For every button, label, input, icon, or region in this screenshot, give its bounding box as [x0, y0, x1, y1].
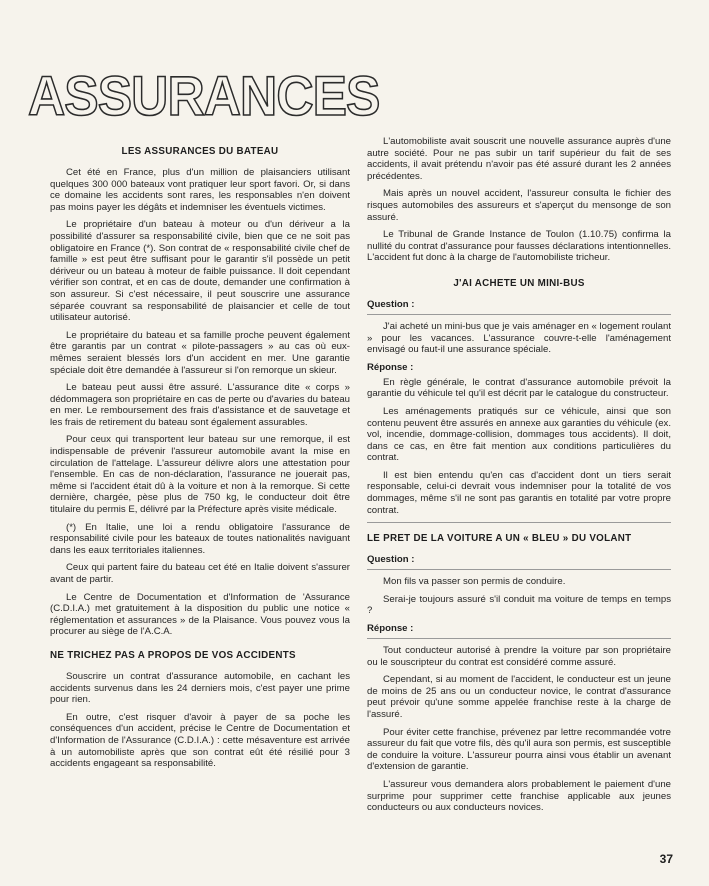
- paragraph: Cet été en France, plus d'un million de plaisanciers utilisant quelques 300 000 bateaux vont pratiquer leur sport favori. Or, si dans ce domaine les accidents sont rares, les responsables n'en doivent pas moins payer les dégâts et indemniser les éventuels victimes.: [50, 167, 350, 213]
- paragraph: Le bateau peut aussi être assuré. L'assurance dite « corps » dédommagera son propriétaire en cas de perte ou d'avaries du bateau en mer. Le remboursement des frais d'assistance et de sauvetage et les frais de retirement du bateau sont également assurables.: [50, 382, 350, 428]
- paragraph: En outre, c'est risquer d'avoir à payer de sa poche les conséquences d'un accident, précise le Centre de Documentation et d'Information de l'Assurance (C.D.I.A.) : cette mésaventure est arrivée à un automobiliste après que son contrat eût été résilié pour 3 accidents engageant sa responsabilité.: [50, 711, 350, 770]
- paragraph: Le Centre de Documentation et d'Information de 'Assurance (C.D.I.A.) met gratuitement à la disposition du public une notice « réglementation et assurances » de la Plaisance. Vous pouvez vous la procurer au siège de l'A.C.A.: [50, 591, 350, 638]
- page-number: 37: [659, 852, 673, 866]
- divider-line: [367, 638, 671, 639]
- paragraph: L'assureur vous demandera alors probablement le paiement d'une surprime pour supprimer cette franchise applicable aux jeunes conducteurs ou aux conducteurs novices.: [367, 778, 671, 814]
- paragraph: Serai-je toujours assuré s'il conduit ma voiture de temps en temps ?: [367, 593, 671, 617]
- paragraph: Le propriétaire du bateau et sa famille proche peuvent également être garantis par un contrat « pilote-passagers » au cas où eux-mêmes seraient blessés lors d'un accident en mer. Une garantie spéciale doit être demandée à l'assureur si l'on remorque un skieur.: [50, 329, 350, 376]
- section-title-novice-driver: LE PRET DE LA VOITURE A UN « BLEU » DU VOLANT: [367, 533, 632, 545]
- paragraph: Les aménagements pratiqués sur ce véhicule, ainsi que son contenu peuvent être assurés en annexe aux garanties du véhicule (ex. vol, incendie, dommage-collision, dommages tous accidents). Il doit, dans ce cas, en être fait mention aux conditions particulières du contrat.: [367, 405, 672, 464]
- divider-line: [367, 522, 671, 523]
- divider-line: [367, 569, 671, 570]
- answer-label: Réponse :: [367, 623, 414, 635]
- section-title-dont-cheat: NE TRICHEZ PAS A PROPOS DE VOS ACCIDENTS: [50, 649, 296, 661]
- paragraph: Le propriétaire d'un bateau à moteur ou d'un dériveur a la possibilité d'assurer sa responsabilité civile, bien que ce ne soit pas obligatoire en France (*). Son contrat de « responsabilité civile chef de famille » est peut être suffisant pour le garantir s'il possède un petit dériveur ou un bateau à moteur de faible puissance. Il doit cependant vérifier son contrat, et en cas de doute, demander une confirmation à son assureur. Si c'est nécessaire, il peut souscrire une assurance séparée couvrant sa responsabilité de plaisancier et celle de tout utilisateur autorisé.: [50, 219, 350, 324]
- paragraph: Mon fils va passer son permis de conduire.: [383, 576, 566, 588]
- left-column: [50, 138, 350, 776]
- divider-line: [367, 314, 671, 315]
- paragraph: Il est bien entendu qu'en cas d'accident dont un tiers serait responsable, celui-ci devrait vous indemniser pour la totalité de vos dommages, même s'il ne sont pas garantis en totalité par votre propre contrat.: [367, 469, 671, 516]
- paragraph: L'automobiliste avait souscrit une nouvelle assurance auprès d'une autre société. Pour ne pas subir un tarif supérieur du fait de ses accidents, il avait prétendu n'avoir pas été assuré durant les 2 années précédentes.: [367, 136, 671, 182]
- paragraph: Pour ceux qui transportent leur bateau sur une remorque, il est indispensable de prévenir l'assureur automobile avant la mise en circulation de l'attelage. L'assureur délivre alors une attestation pour l'ensemble. En cas de non-déclaration, l'assurance ne jouerait pas, même si l'accident était dû à la voiture et non à la remorque. Si cette dernière, chargée, pèse plus de 750 kg, le conducteur doit être titulaire du permis E, délivré par la Préfecture après visite médicale.: [50, 434, 350, 516]
- masthead-title: ASSURANCES: [28, 64, 380, 127]
- paragraph: Cependant, si au moment de l'accident, le conducteur est un jeune de moins de 25 ans ou un conducteur novice, le contrat d'assurance peut prévoir qu'une somme appelée franchise reste à la charge de l'assuré.: [367, 674, 671, 720]
- right-column: [367, 136, 671, 820]
- paragraph: Le Tribunal de Grande Instance de Toulon (1.10.75) confirma la nullité du contrat d'assurance pour fausses déclarations intentionnelles. L'accident fut donc à la charge de l'automobiliste tricheur.: [367, 229, 671, 264]
- section-title-minibus: J'AI ACHETE UN MINI-BUS: [453, 277, 585, 289]
- paragraph: Tout conducteur autorisé à prendre la voiture par son propriétaire ou le souscripteur du contrat est considéré comme assuré.: [367, 645, 671, 668]
- question-label: Question :: [367, 554, 415, 566]
- section-title-boat-insurance: LES ASSURANCES DU BATEAU: [121, 146, 279, 157]
- paragraph: Mais après un nouvel accident, l'assureur consulta le fichier des risques automobiles des assureurs et s'aperçut du mensonge de son assuré.: [367, 188, 671, 223]
- answer-label: Réponse :: [367, 361, 414, 373]
- paragraph: J'ai acheté un mini-bus que je vais aménager en « logement roulant » pour les vacances. L'assurance couvre-t-elle l'aménagement envisagé ou faut-il une assurance spéciale.: [367, 320, 671, 356]
- paragraph: Pour éviter cette franchise, prévenez par lettre recommandée votre assureur du fait que votre fils, dès qu'il aura son permis, est susceptible de conduire la voiture. L'assureur pourra ainsi vous établir un avenant d'extension de garantie.: [367, 726, 671, 773]
- paragraph: (*) En Italie, une loi a rendu obligatoire l'assurance de responsabilité civile pour les bateaux de toutes nationalités naviguant dans les eaux territoriales italiennes.: [50, 521, 350, 556]
- paragraph: Ceux qui partent faire du bateau cet été en Italie doivent s'assurer avant de partir.: [50, 562, 350, 585]
- paragraph: Souscrire un contrat d'assurance automobile, en cachant les accidents survenus dans les 24 derniers mois, c'est payer une prime pour rien.: [50, 670, 350, 706]
- question-label: Question :: [367, 298, 415, 310]
- paragraph: En règle générale, le contrat d'assurance automobile prévoit la garantie du véhicule tel qu'il est décrit par le catalogue du constructeur.: [367, 376, 671, 400]
